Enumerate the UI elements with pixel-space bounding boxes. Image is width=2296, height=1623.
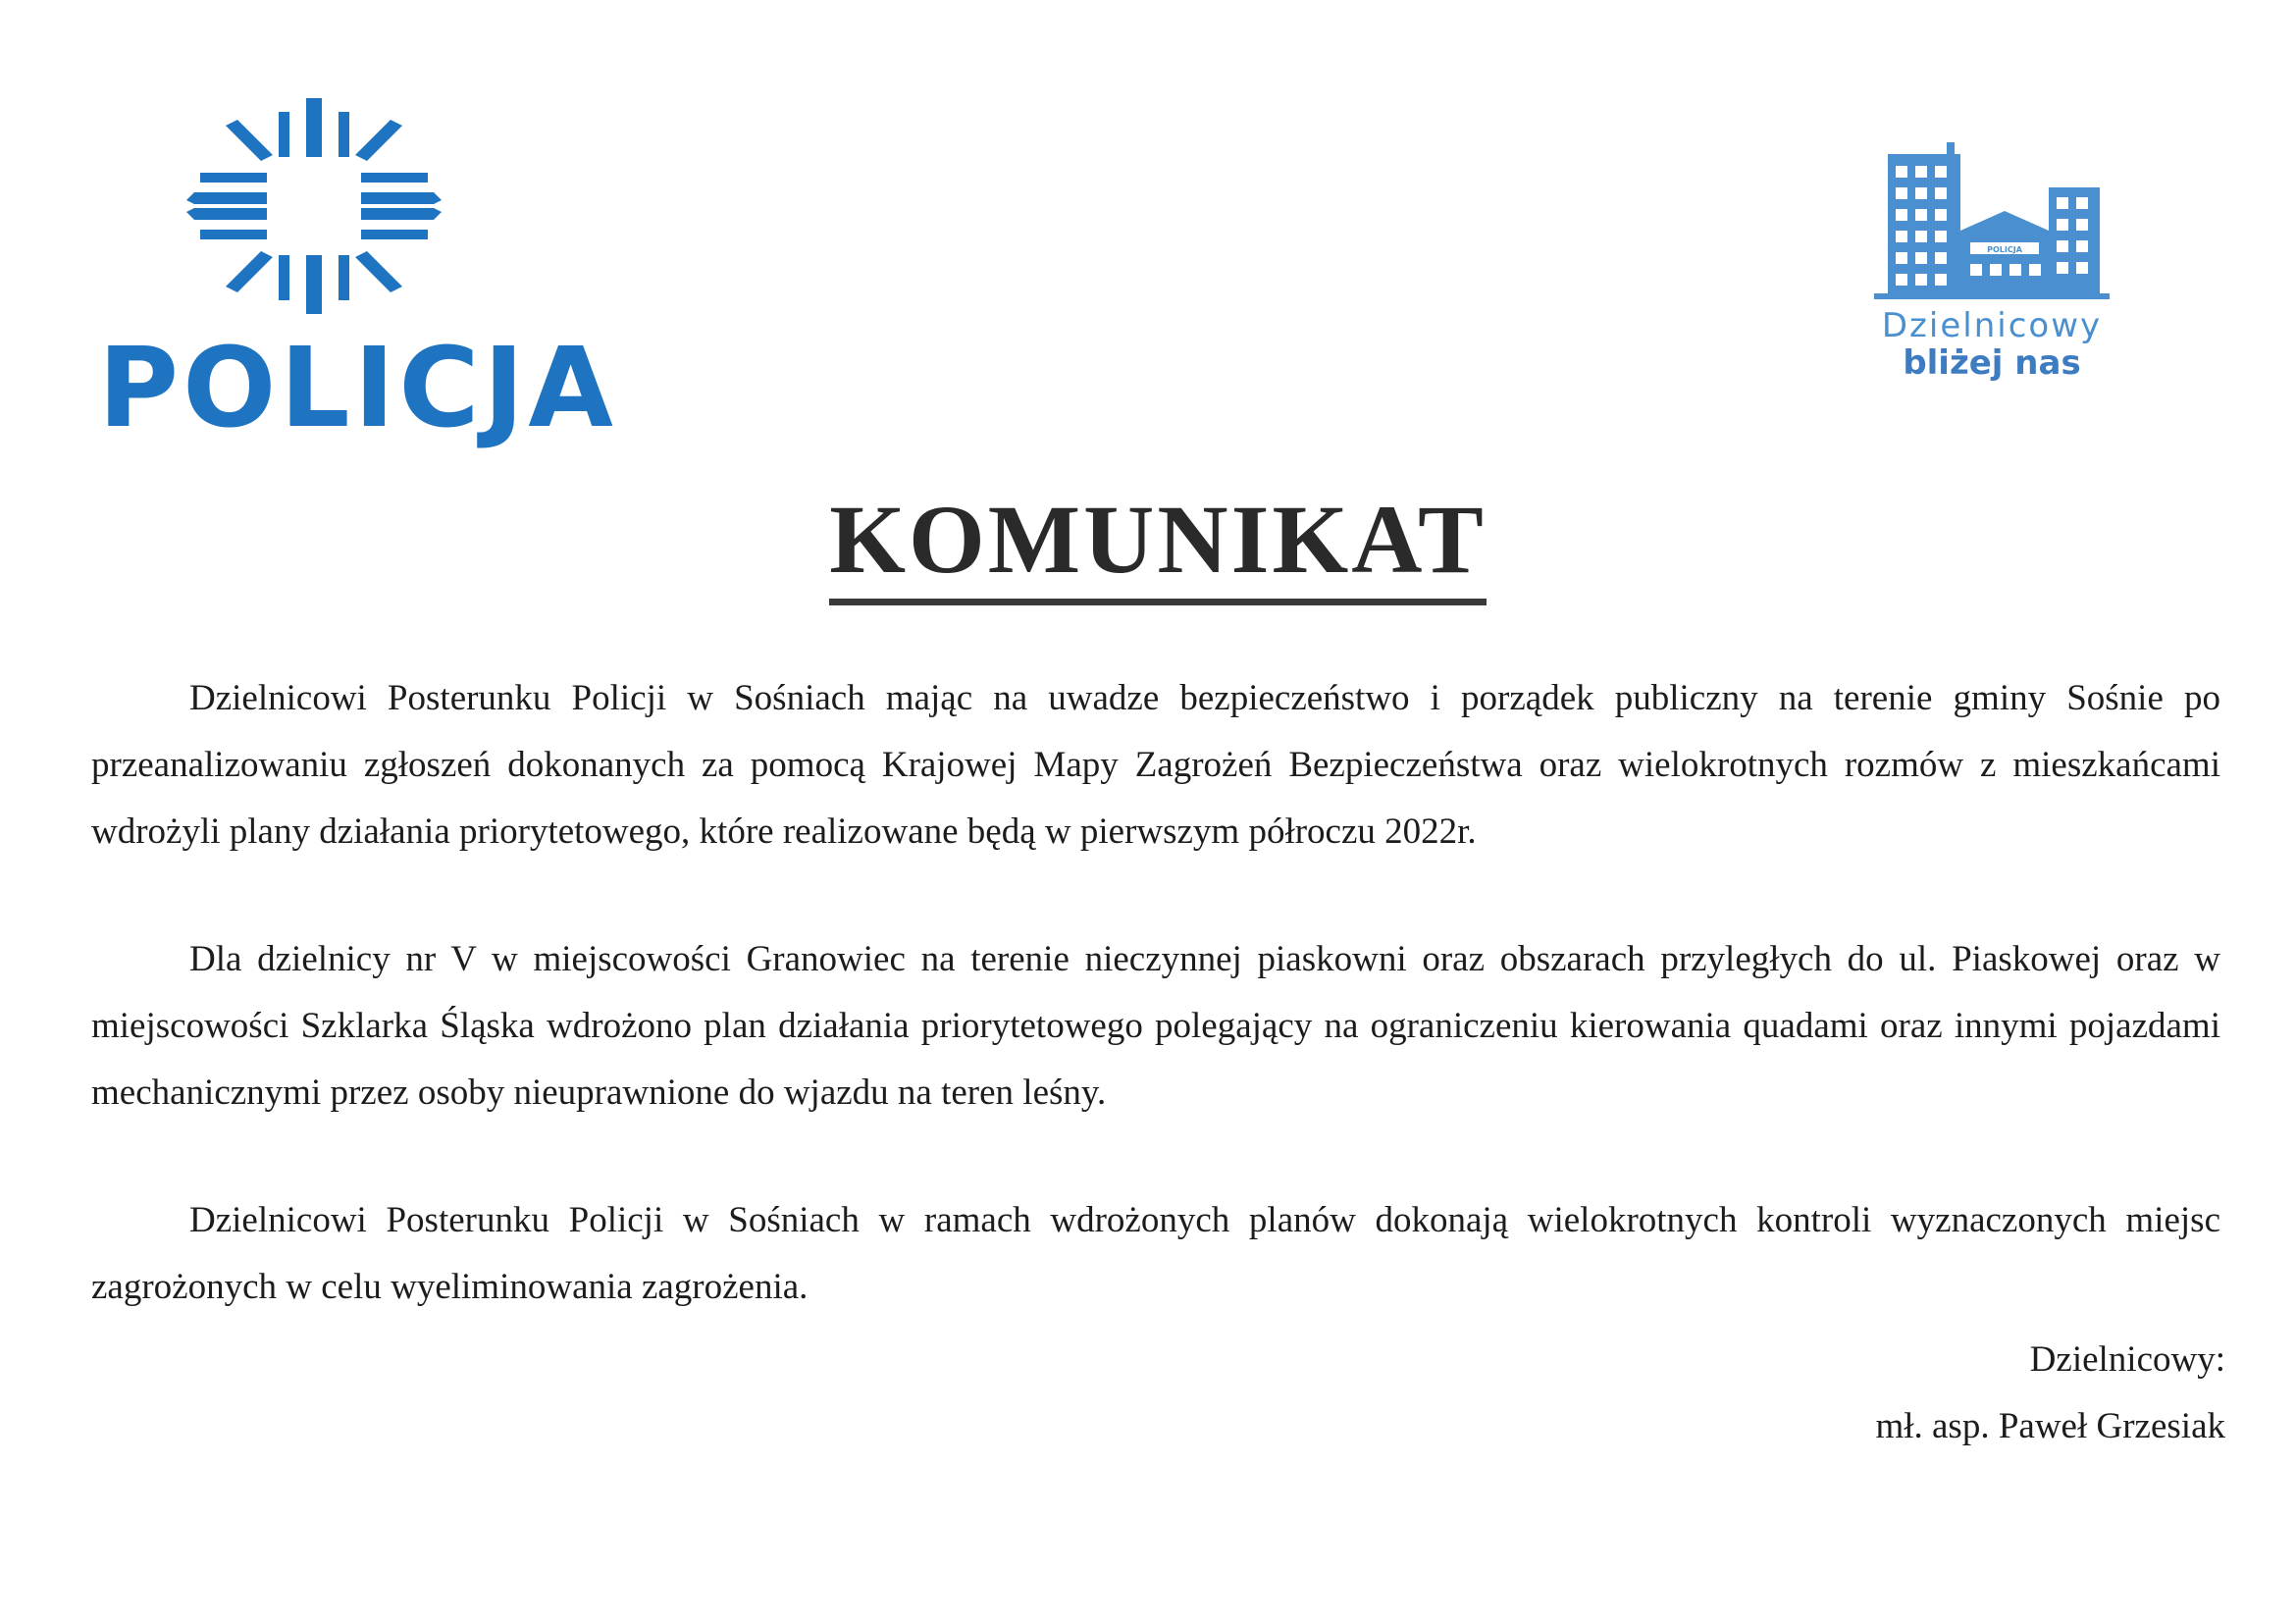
policja-logo-text: POLICJA [98, 325, 617, 452]
dzielnicowy-logo-line2: bliżej nas [1903, 343, 2081, 383]
policja-logo [98, 98, 617, 452]
document-body [91, 665, 2220, 1382]
signature-name: mł. asp. Paweł Grzesiak [1875, 1406, 2225, 1446]
signature-block [1875, 1327, 2225, 1460]
document-title-text: KOMUNIKAT [829, 491, 1487, 605]
dzielnicowy-logo [1864, 142, 2119, 397]
paragraph: Dla dzielnicy nr V w miejscowości Granowiec na terenie nieczynnej piaskowni oraz obszarach przyległych do ul. Piaskowej oraz w miejscowości Szklarka Śląska wdrożono plan działania priorytetowego polegający na ograniczeniu kierowania quadami oraz innymi pojazdami mechanicznymi przez osoby nieuprawnione do wjazdu na teren leśny. [91, 939, 2220, 1113]
city-buildings-icon [1874, 142, 2110, 304]
dzielnicowy-logo-line1: Dzielnicowy [1881, 306, 2103, 345]
paragraph: Dzielnicowi Posterunku Policji w Sośniach mając na uwadze bezpieczeństwo i porządek publiczny na terenie gminy Sośnie po przeanalizowaniu zgłoszeń dokonanych za pomocą Krajowej Mapy Zagrożeń Bezpieczeństwa oraz wielokrotnych rozmów z mieszkańcami wdrożyli plany działania priorytetowego, które realizowane będą w pierwszym półroczu 2022r. [91, 678, 2220, 852]
paragraph: Dzielnicowi Posterunku Policji w Sośniach w ramach wdrożonych planów dokonają wielokrotnych kontroli wyznaczonych miejsc zagrożonych w celu wyeliminowania zagrożenia. [91, 1200, 2220, 1307]
signature-role: Dzielnicowy: [2029, 1339, 2225, 1380]
police-star-icon [186, 98, 442, 314]
document-title [0, 485, 2296, 605]
building-sign: POLICJA [1987, 245, 2022, 254]
